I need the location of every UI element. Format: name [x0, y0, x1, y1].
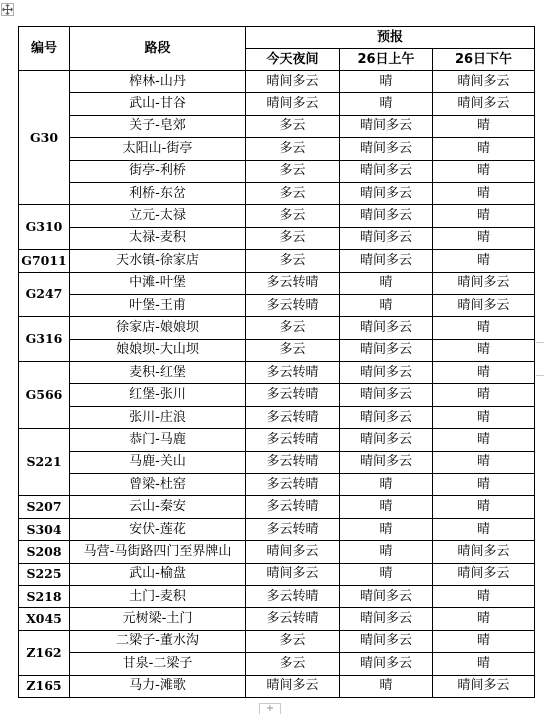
segment-cell: 曾梁-杜窑	[70, 474, 246, 496]
tonight-cell: 多云	[246, 138, 340, 160]
header-code: 编号	[19, 27, 70, 71]
segment-cell: 恭门-马鹿	[70, 429, 246, 451]
afternoon-cell: 晴	[433, 630, 535, 652]
afternoon-cell: 晴间多云	[433, 272, 535, 294]
afternoon-cell: 晴	[433, 585, 535, 607]
road-code-cell: S208	[19, 541, 70, 563]
morning-cell: 晴间多云	[340, 182, 433, 204]
forecast-table	[18, 26, 535, 698]
morning-cell: 晴	[340, 294, 433, 316]
morning-cell: 晴间多云	[340, 608, 433, 630]
table-row	[19, 272, 535, 294]
table-row	[19, 182, 535, 204]
afternoon-cell: 晴	[433, 182, 535, 204]
morning-cell: 晴间多云	[340, 451, 433, 473]
tonight-cell: 多云	[246, 182, 340, 204]
road-code-cell: G30	[19, 71, 70, 205]
afternoon-cell: 晴	[433, 227, 535, 249]
morning-cell: 晴间多云	[340, 406, 433, 428]
afternoon-cell: 晴间多云	[433, 541, 535, 563]
afternoon-cell: 晴	[433, 160, 535, 182]
morning-cell: 晴间多云	[340, 227, 433, 249]
segment-cell: 叶堡-王甫	[70, 294, 246, 316]
segment-cell: 马营-马街路四门至界牌山	[70, 541, 246, 563]
road-code-cell: Z162	[19, 630, 70, 675]
tonight-cell: 多云	[246, 160, 340, 182]
afternoon-cell: 晴	[433, 115, 535, 137]
tonight-cell: 多云转晴	[246, 429, 340, 451]
tonight-cell: 晴间多云	[246, 563, 340, 585]
afternoon-cell: 晴间多云	[433, 675, 535, 697]
afternoon-cell: 晴	[433, 384, 535, 406]
morning-cell: 晴	[340, 541, 433, 563]
road-code-cell: X045	[19, 608, 70, 630]
table-row	[19, 451, 535, 473]
afternoon-cell: 晴	[433, 138, 535, 160]
morning-cell: 晴	[340, 675, 433, 697]
road-code-cell: S304	[19, 518, 70, 540]
header-period: 26日上午	[340, 49, 433, 71]
segment-cell: 张川-庄浪	[70, 406, 246, 428]
tonight-cell: 多云	[246, 339, 340, 361]
segment-cell: 关子-皂郊	[70, 115, 246, 137]
morning-cell: 晴间多云	[340, 317, 433, 339]
table-row	[19, 518, 535, 540]
morning-cell: 晴间多云	[340, 384, 433, 406]
segment-cell: 云山-秦安	[70, 496, 246, 518]
table-row	[19, 250, 535, 272]
road-code-cell: G7011	[19, 250, 70, 272]
move-arrows-icon	[2, 4, 13, 15]
afternoon-cell: 晴	[433, 429, 535, 451]
morning-cell: 晴间多云	[340, 585, 433, 607]
segment-cell: 二梁子-董水沟	[70, 630, 246, 652]
segment-cell: 马鹿-关山	[70, 451, 246, 473]
tonight-cell: 多云转晴	[246, 474, 340, 496]
forecast-table-body	[19, 71, 535, 698]
road-code-cell: S225	[19, 563, 70, 585]
afternoon-cell: 晴	[433, 317, 535, 339]
morning-cell: 晴	[340, 93, 433, 115]
table-row	[19, 160, 535, 182]
tonight-cell: 多云转晴	[246, 496, 340, 518]
table-row	[19, 585, 535, 607]
segment-cell: 武山-甘谷	[70, 93, 246, 115]
table-row	[19, 474, 535, 496]
tonight-cell: 多云转晴	[246, 451, 340, 473]
table-row	[19, 71, 535, 93]
header-forecast: 预报	[246, 27, 535, 49]
segment-cell: 红堡-张川	[70, 384, 246, 406]
road-code-cell: G310	[19, 205, 70, 250]
header-period: 26日下午	[433, 49, 535, 71]
table-row	[19, 406, 535, 428]
afternoon-cell: 晴	[433, 653, 535, 675]
afternoon-cell: 晴间多云	[433, 93, 535, 115]
tonight-cell: 多云转晴	[246, 362, 340, 384]
tonight-cell: 多云转晴	[246, 294, 340, 316]
morning-cell: 晴间多云	[340, 138, 433, 160]
morning-cell: 晴	[340, 563, 433, 585]
table-row	[19, 630, 535, 652]
afternoon-cell: 晴	[433, 205, 535, 227]
morning-cell: 晴间多云	[340, 205, 433, 227]
segment-cell: 元树梁-土门	[70, 608, 246, 630]
morning-cell: 晴	[340, 518, 433, 540]
table-row	[19, 138, 535, 160]
header-road: 路段	[70, 27, 246, 71]
table-row	[19, 653, 535, 675]
tonight-cell: 多云	[246, 630, 340, 652]
segment-cell: 麦积-红堡	[70, 362, 246, 384]
table-row	[19, 339, 535, 361]
segment-cell: 娘娘坝-大山坝	[70, 339, 246, 361]
afternoon-cell: 晴	[433, 474, 535, 496]
table-row	[19, 384, 535, 406]
tonight-cell: 晴间多云	[246, 71, 340, 93]
row-resize-mark	[536, 342, 544, 343]
morning-cell: 晴间多云	[340, 250, 433, 272]
tonight-cell: 多云	[246, 227, 340, 249]
tonight-cell: 多云转晴	[246, 608, 340, 630]
table-row	[19, 608, 535, 630]
table-row	[19, 362, 535, 384]
road-code-cell: S218	[19, 585, 70, 607]
header-period: 今天夜间	[246, 49, 340, 71]
segment-cell: 榨林-山丹	[70, 71, 246, 93]
afternoon-cell: 晴	[433, 518, 535, 540]
row-resize-mark	[536, 375, 544, 376]
afternoon-cell: 晴间多云	[433, 71, 535, 93]
morning-cell: 晴间多云	[340, 160, 433, 182]
morning-cell: 晴间多云	[340, 362, 433, 384]
morning-cell: 晴间多云	[340, 339, 433, 361]
road-code-cell: G316	[19, 317, 70, 362]
table-row	[19, 93, 535, 115]
table-row	[19, 429, 535, 451]
segment-cell: 土门-麦积	[70, 585, 246, 607]
segment-cell: 街亭-利桥	[70, 160, 246, 182]
road-code-cell: S207	[19, 496, 70, 518]
afternoon-cell: 晴	[433, 608, 535, 630]
table-row	[19, 541, 535, 563]
tonight-cell: 多云转晴	[246, 518, 340, 540]
segment-cell: 太阳山-街亭	[70, 138, 246, 160]
tonight-cell: 多云转晴	[246, 585, 340, 607]
table-row	[19, 563, 535, 585]
table-row	[19, 675, 535, 697]
morning-cell: 晴间多云	[340, 429, 433, 451]
segment-cell: 武山-榆盘	[70, 563, 246, 585]
road-code-cell: G566	[19, 362, 70, 429]
morning-cell: 晴	[340, 71, 433, 93]
tonight-cell: 多云转晴	[246, 272, 340, 294]
table-row	[19, 496, 535, 518]
afternoon-cell: 晴间多云	[433, 563, 535, 585]
morning-cell: 晴间多云	[340, 653, 433, 675]
afternoon-cell: 晴	[433, 250, 535, 272]
segment-cell: 甘泉-二梁子	[70, 653, 246, 675]
tonight-cell: 多云	[246, 115, 340, 137]
afternoon-cell: 晴	[433, 339, 535, 361]
segment-cell: 安伏-莲花	[70, 518, 246, 540]
tonight-cell: 多云	[246, 205, 340, 227]
table-row	[19, 115, 535, 137]
tonight-cell: 多云	[246, 653, 340, 675]
add-row-button[interactable]	[259, 703, 281, 714]
road-code-cell: G247	[19, 272, 70, 317]
segment-cell: 天水镇-徐家店	[70, 250, 246, 272]
table-row	[19, 227, 535, 249]
tonight-cell: 多云转晴	[246, 384, 340, 406]
segment-cell: 中滩-叶堡	[70, 272, 246, 294]
morning-cell: 晴	[340, 496, 433, 518]
morning-cell: 晴	[340, 474, 433, 496]
tonight-cell: 多云	[246, 250, 340, 272]
morning-cell: 晴间多云	[340, 115, 433, 137]
afternoon-cell: 晴	[433, 362, 535, 384]
tonight-cell: 晴间多云	[246, 675, 340, 697]
morning-cell: 晴	[340, 272, 433, 294]
segment-cell: 太禄-麦积	[70, 227, 246, 249]
tonight-cell: 晴间多云	[246, 541, 340, 563]
tonight-cell: 晴间多云	[246, 93, 340, 115]
table-row	[19, 205, 535, 227]
afternoon-cell: 晴	[433, 451, 535, 473]
morning-cell: 晴间多云	[340, 630, 433, 652]
tonight-cell: 多云	[246, 317, 340, 339]
afternoon-cell: 晴间多云	[433, 294, 535, 316]
tonight-cell: 多云转晴	[246, 406, 340, 428]
road-code-cell: S221	[19, 429, 70, 496]
table-row	[19, 317, 535, 339]
afternoon-cell: 晴	[433, 496, 535, 518]
plus-icon: +	[265, 703, 275, 714]
segment-cell: 立元-太禄	[70, 205, 246, 227]
road-code-cell: Z165	[19, 675, 70, 697]
segment-cell: 徐家店-娘娘坝	[70, 317, 246, 339]
segment-cell: 马力-滩歌	[70, 675, 246, 697]
table-move-handle[interactable]	[1, 3, 14, 16]
segment-cell: 利桥-东岔	[70, 182, 246, 204]
afternoon-cell: 晴	[433, 406, 535, 428]
table-row	[19, 294, 535, 316]
